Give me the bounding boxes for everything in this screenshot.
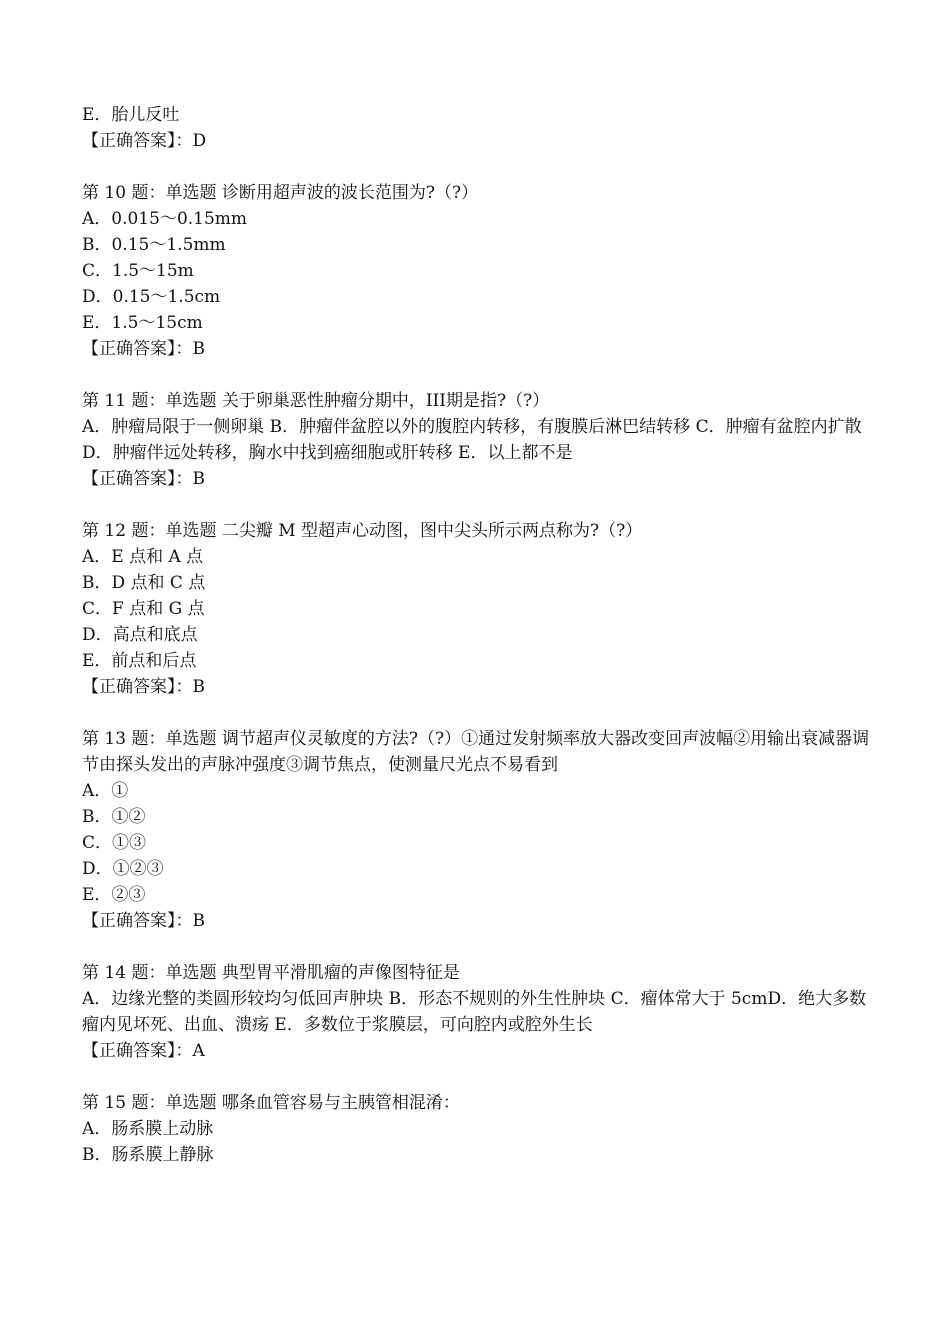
question-stem: 第 15 题：单选题 哪条血管容易与主胰管相混淆： — [82, 1093, 460, 1113]
option-c: C．①③ — [82, 833, 147, 853]
question-stem: 第 13 题：单选题 调节超声仪灵敏度的方法?（?）①通过发射频率放大器改变回声波幅②用输出衰减器调节由探头发出的声脉冲强度③调节焦点，使测量尺光点不易看到 — [82, 729, 870, 775]
option-a: A．E 点和 A 点 — [82, 547, 204, 567]
question-stem: 第 10 题：单选题 诊断用超声波的波长范围为?（?） — [82, 183, 479, 203]
correct-answer: 【正确答案】：A — [82, 1041, 205, 1061]
correct-answer: 【正确答案】：B — [82, 339, 205, 359]
option-e: E．②③ — [82, 885, 146, 905]
question-block — [82, 518, 872, 700]
option-d: D．0.15～1.5cm — [82, 287, 221, 307]
option-a: A．肠系膜上动脉 — [82, 1119, 214, 1139]
question-stem: 第 12 题：单选题 二尖瓣 M 型超声心动图，图中尖头所示两点称为?（?） — [82, 521, 643, 541]
options-paragraph: A．肿瘤局限于一侧卵巢 B．肿瘤伴盆腔以外的腹腔内转移，有腹膜后淋巴结转移 C．肿瘤有盆腔内扩散 D．肿瘤伴远处转移，胸水中找到癌细胞或肝转移 E．以上都不是 — [82, 417, 862, 463]
option-e: E．胎儿反吐 — [82, 105, 180, 125]
question-block — [82, 960, 872, 1064]
question-stem: 第 11 题：单选题 关于卵巢恶性肿瘤分期中，III期是指?（?） — [82, 391, 550, 411]
option-b: B．0.15～1.5mm — [82, 235, 226, 255]
options-paragraph: A．边缘光整的类圆形较均匀低回声肿块 B．形态不规则的外生性肿块 C．瘤体常大于 5cmD．绝大多数瘤内见坏死、出血、溃疡 E．多数位于浆膜层，可向腔内或腔外生长 — [82, 989, 867, 1035]
option-c: C．1.5～15m — [82, 261, 194, 281]
correct-answer: 【正确答案】：D — [82, 131, 207, 151]
correct-answer: 【正确答案】：B — [82, 677, 205, 697]
option-c: C．F 点和 G 点 — [82, 599, 205, 619]
correct-answer: 【正确答案】：B — [82, 911, 205, 931]
question-block — [82, 1090, 872, 1168]
question-block — [82, 726, 872, 934]
option-b: B．肠系膜上静脉 — [82, 1145, 214, 1165]
option-a: A．① — [82, 781, 129, 801]
option-e: E．前点和后点 — [82, 651, 197, 671]
question-block — [82, 388, 872, 492]
option-b: B．①② — [82, 807, 146, 827]
option-d: D．高点和底点 — [82, 625, 198, 645]
correct-answer: 【正确答案】：B — [82, 469, 205, 489]
question-block — [82, 180, 872, 362]
option-e: E．1.5～15cm — [82, 313, 203, 333]
option-d: D．①②③ — [82, 859, 164, 879]
document-page — [82, 102, 872, 1168]
option-a: A．0.015～0.15mm — [82, 209, 248, 229]
option-b: B．D 点和 C 点 — [82, 573, 206, 593]
question-stem: 第 14 题：单选题 典型胃平滑肌瘤的声像图特征是 — [82, 963, 460, 983]
